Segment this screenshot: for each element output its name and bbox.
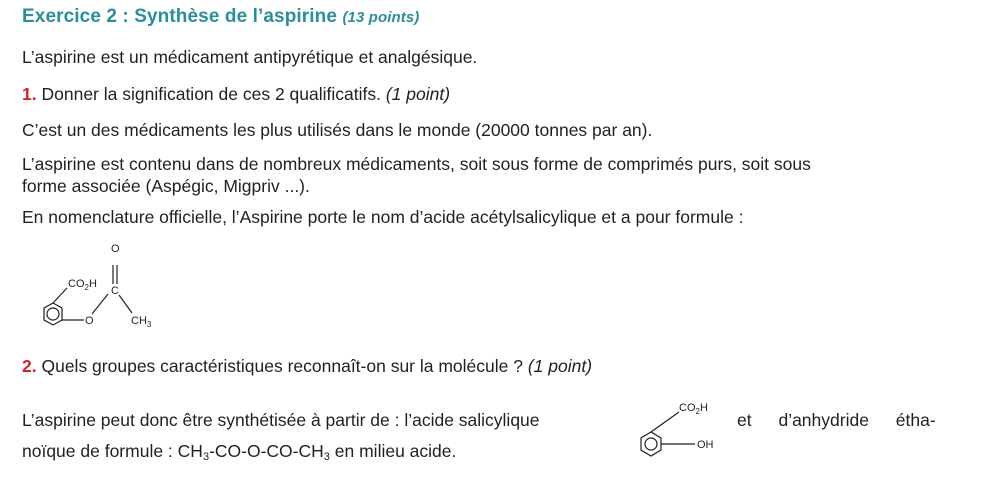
aspirin-label-ch3: $CH_3$ xyxy=(131,315,152,329)
aspirin-bond-c-ch3 xyxy=(119,295,132,313)
question-2-points: (1 point) xyxy=(527,356,593,376)
usage-paragraph: C’est un des médicaments les plus utilisés dans le monde (20000 tonnes par an). xyxy=(22,120,653,140)
salicylic-benzene-ring xyxy=(641,432,661,456)
aspirin-label-o-top: O xyxy=(111,243,120,255)
salicylic-bond-ring-co2h xyxy=(651,412,679,432)
synthesis-line-2-prefix: noïque de formule : xyxy=(22,441,173,461)
aspirin-label-c: C xyxy=(111,285,119,297)
synthesis-line-1-right: et d’anhydride étha- xyxy=(737,410,936,430)
aspirin-label-o-ester: O xyxy=(85,315,94,327)
question-1-number: 1. xyxy=(22,84,37,104)
forms-paragraph-line-1: L’aspirine est contenu dans de nombreux médicaments, soit sous forme de comprimés purs, soit sous xyxy=(22,154,811,174)
aspirin-aromatic-circle xyxy=(47,308,59,320)
aspirin-bond-ring-co2h xyxy=(53,288,67,303)
salicylic-label-oh: OH xyxy=(697,439,714,451)
question-1-text: Donner la signification de ces 2 qualificatifs. xyxy=(41,84,381,104)
exercise-title xyxy=(22,6,419,28)
synthesis-line-1-left: L’aspirine peut donc être synthétisée à partir de : l’acide salicylique xyxy=(22,410,540,430)
exercise-points: (13 points) xyxy=(342,9,420,26)
question-1 xyxy=(22,83,450,105)
anhydride-formula: $CH_3-CO-O-CO-CH_3$ xyxy=(177,441,330,463)
aspirin-label-co2h: $CO_2H$ xyxy=(68,278,97,292)
question-2-number: 2. xyxy=(22,356,37,376)
salicylic-aromatic-circle xyxy=(645,438,657,450)
aspirin-bond-o-c xyxy=(92,294,108,314)
question-2 xyxy=(22,355,592,377)
salicylic-acid-structure-diagram xyxy=(633,396,733,468)
aspirin-structure-diagram xyxy=(20,238,170,338)
salicylic-label-co2h: $CO_2H$ xyxy=(679,402,708,416)
question-2-text: Quels groupes caractéristiques reconnaît-on sur la molécule ? xyxy=(41,356,523,376)
synthesis-line-2 xyxy=(22,440,456,462)
synthesis-line-2-suffix: en milieu acide. xyxy=(334,441,457,461)
exercise-title-text: Exercice 2 : Synthèse de l’aspirine xyxy=(22,6,338,27)
intro-paragraph: L’aspirine est un médicament antipyrétique et analgésique. xyxy=(22,47,478,67)
forms-paragraph-line-2: forme associée (Aspégic, Migpriv ...). xyxy=(22,176,310,196)
question-1-points: (1 point) xyxy=(385,84,451,104)
nomenclature-paragraph: En nomenclature officielle, l’Aspirine porte le nom d’acide acétylsalicylique et a pour formule : xyxy=(22,207,744,227)
